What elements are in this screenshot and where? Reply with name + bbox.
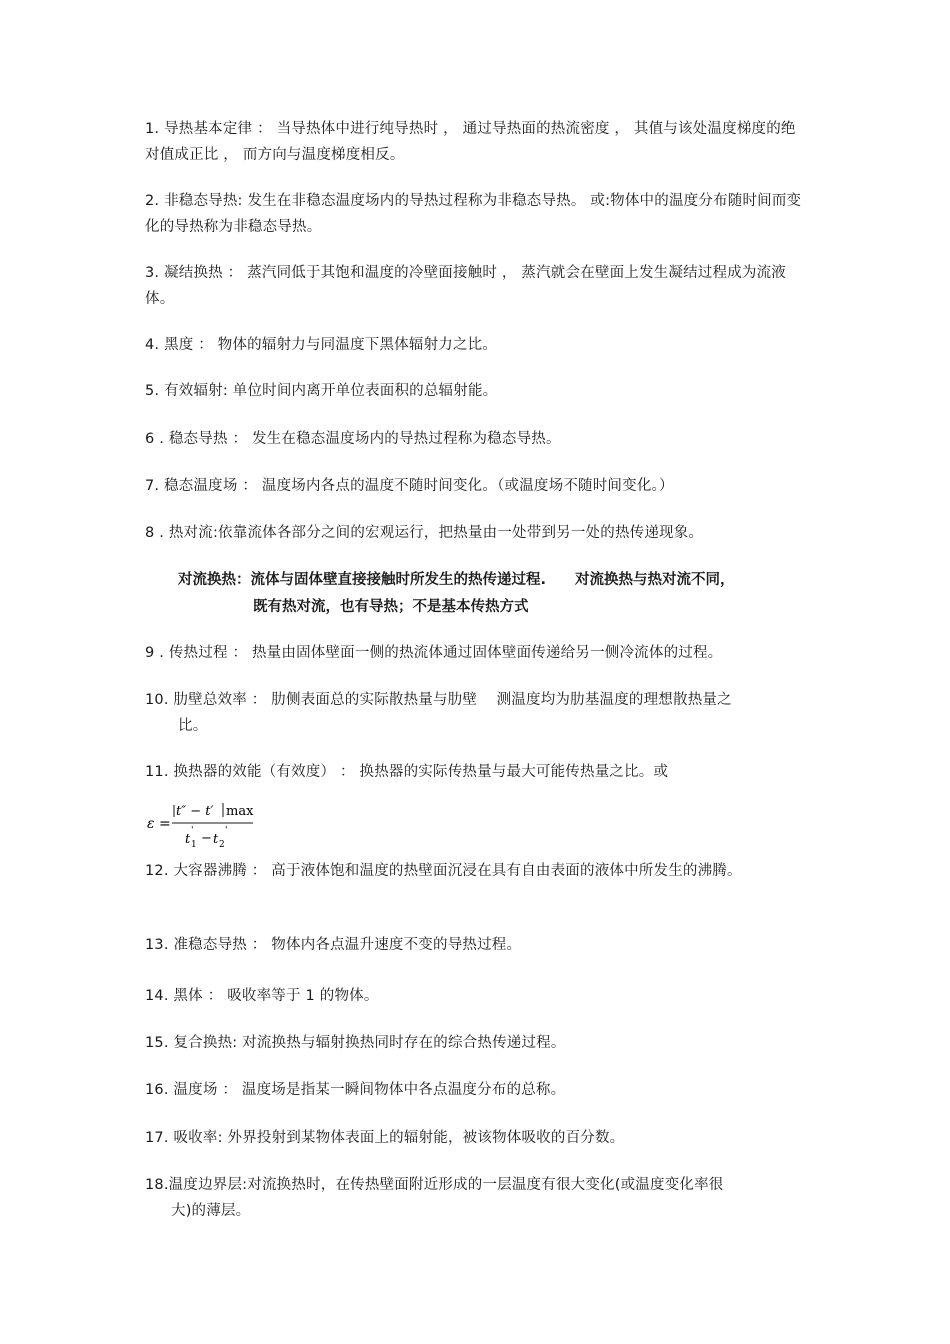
item-text-line-1: 肋壁总效率 ： 肋侧表面总的实际散热量与肋壁 测温度均为肋基温度的理想散热量之 <box>173 692 732 708</box>
definition-item-3 <box>145 260 810 312</box>
item-text: 稳态导热 ： 发生在稳态温度场内的导热过程称为稳态导热。 <box>168 431 561 447</box>
formula-lhs: ε = <box>147 816 171 832</box>
item-number: 4. <box>145 337 160 353</box>
item-text: 黑体 ： 吸收率等于 1 的物体。 <box>173 988 379 1004</box>
definition-item-9 <box>145 640 810 666</box>
item-number: 8 . <box>145 525 165 541</box>
item-text: 吸收率: 外界投射到某物体表面上的辐射能，被该物体吸收的百分数。 <box>173 1130 625 1146</box>
note-line-1: 对流换热：流体与固体壁直接接触时所发生的热传递过程. 对流换热与热对流不同， <box>178 572 735 588</box>
item-number: 18. <box>145 1177 169 1193</box>
denominator-t2-sub: 2 <box>219 840 225 850</box>
item-number: 11. <box>145 764 169 780</box>
item-text: 准稳态导热 ： 物体内各点温升速度不变的导热过程。 <box>173 937 522 953</box>
definition-item-14 <box>145 983 810 1009</box>
definition-item-8 <box>145 520 810 546</box>
definition-item-12 <box>145 858 810 884</box>
item-text: 大容器沸腾 ： 高于液体饱和温度的热壁面沉浸在具有自由表面的液体中所发生的沸腾。 <box>173 863 742 879</box>
denominator-t1-prime: ' <box>191 826 194 836</box>
item-number: 7. <box>145 478 160 494</box>
item-number: 13. <box>145 937 169 953</box>
item-text-line-2: 大)的薄层。 <box>171 1203 251 1219</box>
effectiveness-formula <box>145 795 265 850</box>
formula-graphic <box>145 795 265 850</box>
definition-item-17 <box>145 1125 810 1151</box>
definition-item-7 <box>145 473 810 499</box>
item-number: 15. <box>145 1035 169 1051</box>
item-text-line-1: 温度边界层:对流换热时，在传热壁面附近形成的一层温度有很大变化(或温度变化率很 <box>168 1177 724 1193</box>
item-text: 热对流:依靠流体各部分之间的宏观运行，把热量由一处带到另一处的热传递现象。 <box>168 525 704 541</box>
item-text: 温度场 ： 温度场是指某一瞬间物体中各点温度分布的总称。 <box>173 1082 566 1098</box>
item-text: 有效辐射: 单位时间内离开单位表面积的总辐射能。 <box>164 383 498 399</box>
item-number: 5. <box>145 383 160 399</box>
item-text: 非稳态导热: 发生在非稳态温度场内的导热过程称为非稳态导热。 或:物体中的温度分布随时间而变化的导热称为非稳态导热。 <box>145 193 802 235</box>
definition-item-15 <box>145 1030 810 1056</box>
definition-item-13 <box>145 932 810 958</box>
item-text: 凝结换热 ： 蒸汽同低于其饱和温度的冷壁面接触时 ， 蒸汽就会在壁面上发生凝结过程成为流液体。 <box>145 265 786 307</box>
item-number: 17. <box>145 1130 169 1146</box>
definition-item-2 <box>145 188 810 240</box>
item-number: 10. <box>145 692 169 708</box>
item-number: 12. <box>145 863 169 879</box>
definition-item-1 <box>145 116 810 168</box>
definition-item-4 <box>145 332 810 358</box>
denominator-t1: t <box>185 832 191 847</box>
item-text: 黑度 ： 物体的辐射力与同温度下黑体辐射力之比。 <box>164 337 498 353</box>
item-text: 传热过程 ： 热量由固体壁面一侧的热流体通过固体壁面传递给另一侧冷流体的过程。 <box>168 645 723 661</box>
item-number: 2. <box>145 193 160 209</box>
definition-item-5 <box>145 378 810 404</box>
item-text: 导热基本定律 ： 当导热体中进行纯导热时 ， 通过导热面的热流密度 ， 其值与该处温度梯度的绝对值成正比 ， 而方向与温度梯度相反。 <box>145 121 796 163</box>
item-number: 9 . <box>145 645 165 661</box>
definition-item-16 <box>145 1077 810 1103</box>
denominator-minus: − <box>201 831 212 846</box>
item-text-line-2: 比。 <box>178 718 208 734</box>
definition-item-11 <box>145 759 810 785</box>
formula-numerator: t″ − t′ <box>176 804 214 819</box>
definition-item-18 <box>145 1172 810 1224</box>
definition-item-6 <box>145 426 810 452</box>
definition-item-10 <box>145 687 810 739</box>
denominator-t1-sub: 1 <box>191 840 197 850</box>
formula-max: max <box>226 804 254 819</box>
denominator-t2: t <box>213 832 219 847</box>
denominator-t2-prime: ' <box>225 826 228 836</box>
item-text: 复合换热: 对流换热与辐射换热同时存在的综合热传递过程。 <box>173 1035 566 1051</box>
item-text: 稳态温度场 ： 温度场内各点的温度不随时间变化。（或温度场不随时间变化。） <box>164 478 674 494</box>
item-number: 3. <box>145 265 160 281</box>
item-number: 16. <box>145 1082 169 1098</box>
item-number: 1. <box>145 121 160 137</box>
convection-note <box>178 567 818 621</box>
item-number: 6 . <box>145 431 165 447</box>
item-number: 14. <box>145 988 169 1004</box>
item-text: 换热器的效能（有效度） ： 换热器的实际传热量与最大可能传热量之比。或 <box>173 764 669 780</box>
note-line-2: 既有热对流，也有导热；不是基本传热方式 <box>253 599 529 615</box>
